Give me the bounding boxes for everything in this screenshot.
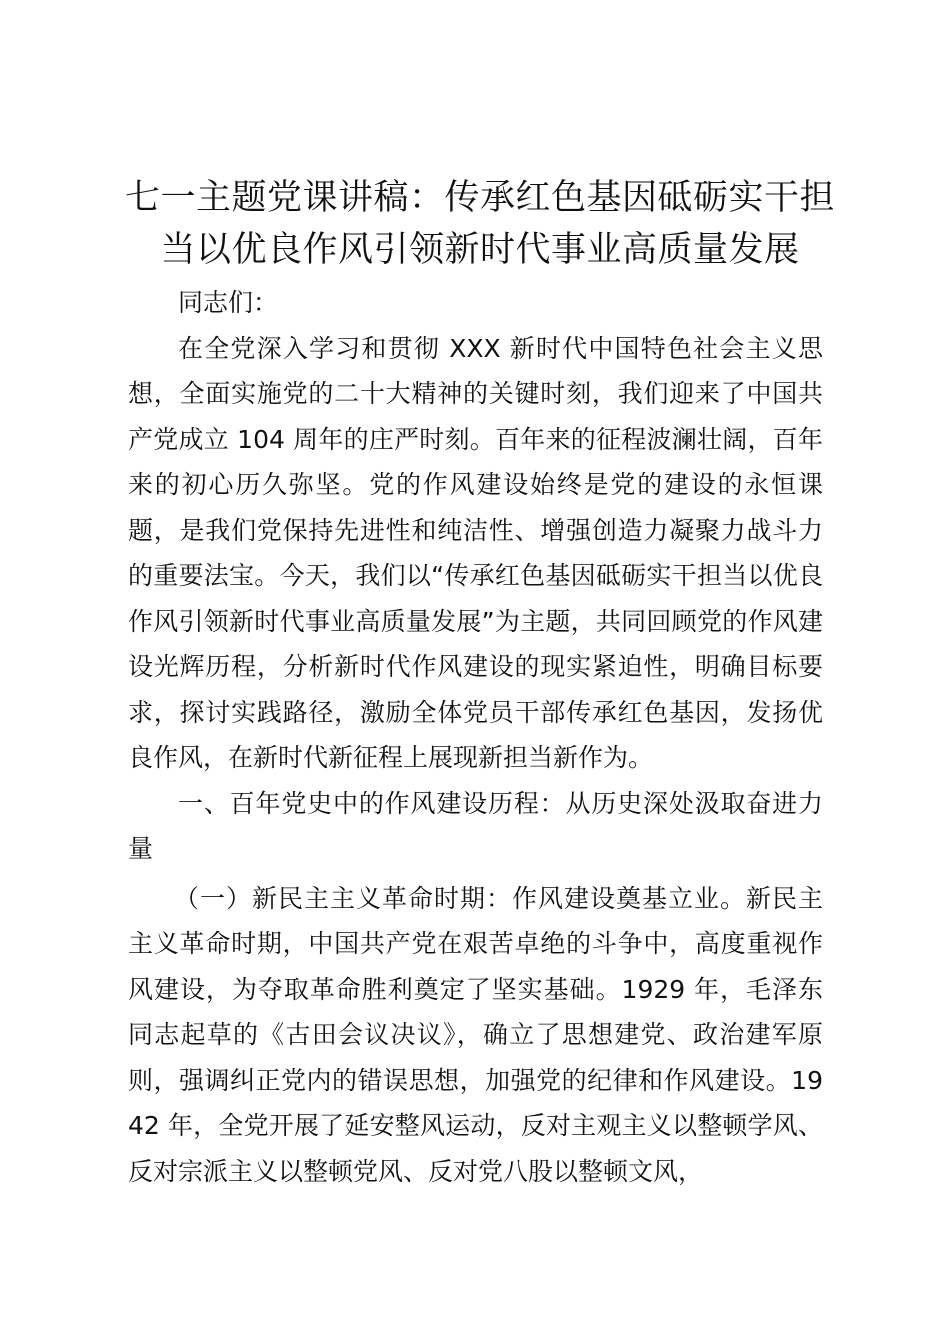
document-title — [120, 172, 840, 276]
intro-paragraph: 在全党深入学习和贯彻 XXX 新时代中国特色社会主义思想，全面实施党的二十大精神的关键时刻，我们迎来了中国共产党成立 104 周年的庄严时刻。百年来的征程波澜壮阔，百年来的初心历久弥坚。党的作风建设始终是党的建设的永恒课题，是我们党保持先进性和纯洁性、增强创造力凝聚力战斗力的重要法宝。今天，我们以“传承红色基因砥砺实干担当以优良作风引领新时代事业高质量发展”为主题，共同回顾党的作风建设光辉历程，分析新时代作风建设的现实紧迫性，明确目标要求，探讨实践路径，激励全体党员干部传承红色基因，发扬优良作风，在新时代新征程上展现新担当新作为。 — [128, 333, 823, 772]
title-line-2: 当以优良作风引领新时代事业高质量发展 — [160, 230, 800, 270]
section-heading-1: 一、百年党史中的作风建设历程：从历史深处汲取奋进力量 — [128, 788, 823, 863]
document-body — [128, 280, 823, 1194]
title-line-1: 七一主题党课讲稿：传承红色基因砥砺实干担 — [124, 178, 835, 218]
salutation: 同志们： — [178, 288, 279, 317]
subsection-paragraph-1: （一）新民主主义革命时期：作风建设奠基立业。新民主主义革命时期，中国共产党在艰苦卓绝的斗争中，高度重视作风建设，为夺取革命胜利奠定了坚实基础。1929 年，毛泽东同志起草的《古田会议决议》，确立了思想建党、政治建军原则，强调纠正党内的错误思想，加强党的纪律和作风建设。1942 年，全党开展了延安整风运动，反对主观主义以整顿学风、反对宗派主义以整顿党风、反对党八股以整顿文风， — [128, 883, 823, 1186]
